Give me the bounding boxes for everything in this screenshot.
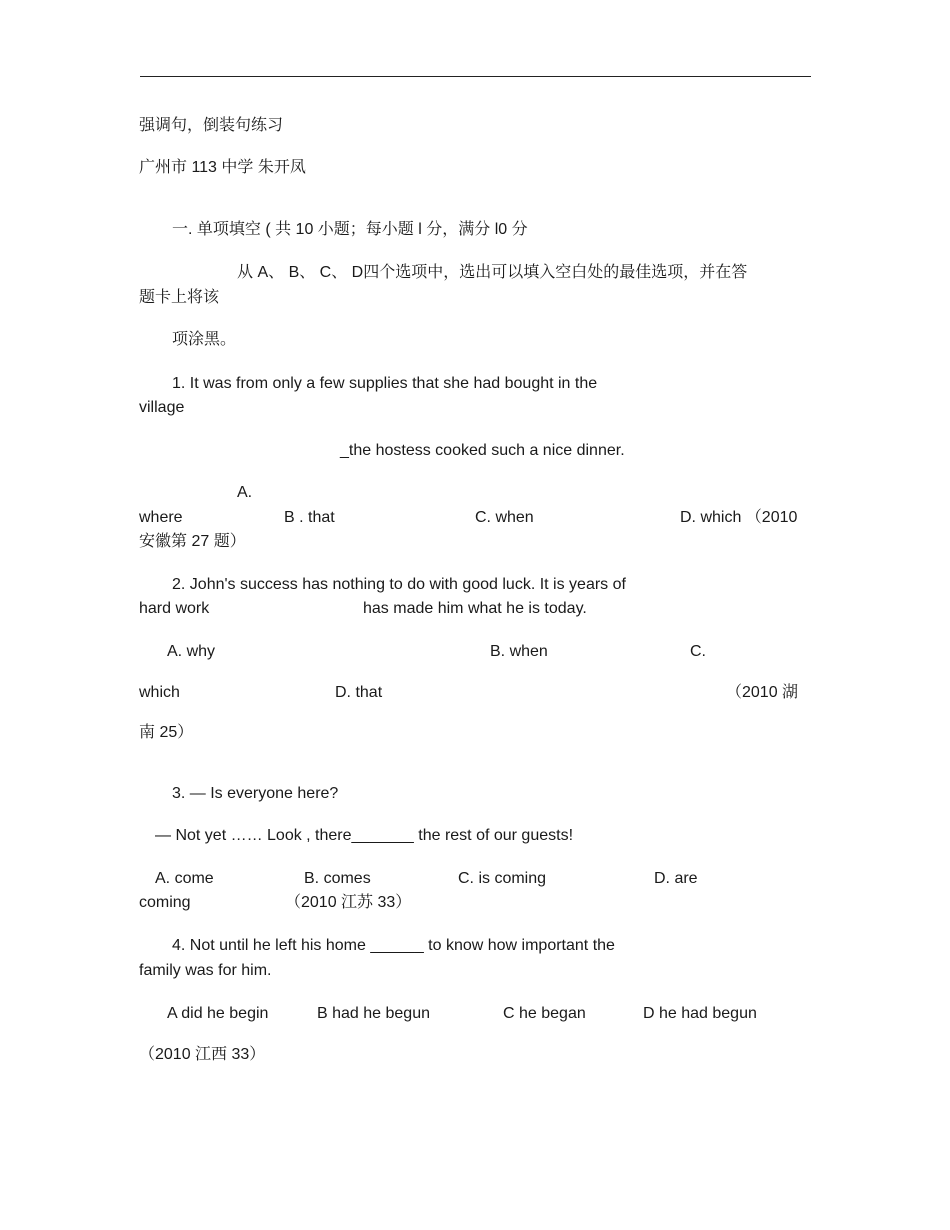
instruction-line-1: 从 A、 B、 C、 D四个选项中，选出可以填入空白处的最佳选项，并在答	[237, 264, 748, 281]
q2-stem-line2a: hard work	[139, 600, 210, 617]
q4-option-c: C he began	[503, 1005, 586, 1022]
q3-option-d-cont: coming	[139, 894, 191, 911]
q4-option-a: A did he begin	[167, 1005, 269, 1022]
q3-option-c: C. is coming	[458, 870, 547, 887]
q4-option-d: D he had begun	[643, 1005, 757, 1022]
q3-option-d: D. are	[654, 870, 698, 887]
q2-stem-line1: 2. John's success has nothing to do with good luck. It is years of	[172, 576, 626, 593]
q1-option-a-text: where	[139, 509, 183, 526]
document-title: 强调句，倒装句练习	[139, 117, 284, 134]
q4-source: （2010 江西 33）	[139, 1046, 266, 1063]
section-heading: 一. 单项填空 ( 共 10 小题；每小题 l 分，满分 l0 分	[172, 221, 528, 238]
q1-option-b: B . that	[284, 509, 335, 526]
q1-option-a-label: A.	[237, 484, 253, 501]
q2-option-c-label: C.	[690, 643, 706, 660]
q2-option-c-text: which	[139, 684, 180, 701]
q4-stem-line2: family was for him.	[139, 962, 272, 979]
q3-stem-line2: — Not yet …… Look , there_______ the rest of our guests!	[155, 827, 574, 844]
q1-stem-line3: _the hostess cooked such a nice dinner.	[340, 442, 625, 459]
instruction-line-3: 项涂黑。	[172, 331, 237, 348]
q1-source: 安徽第 27 题）	[139, 533, 246, 550]
q1-option-d: D. which （2010	[680, 509, 798, 526]
q2-option-b: B. when	[490, 643, 548, 660]
q3-option-a: A. come	[155, 870, 214, 887]
q3-source: （2010 江苏 33）	[285, 894, 412, 911]
q1-stem-line2: village	[139, 399, 185, 416]
q3-option-b: B. comes	[304, 870, 371, 887]
q4-stem-line1: 4. Not until he left his home ______ to know how important the	[172, 937, 615, 954]
header-rule	[140, 76, 811, 77]
q1-option-c: C. when	[475, 509, 534, 526]
q2-source-a: （2010 湖	[726, 684, 799, 701]
author-line: 广州市 113 中学 朱开凤	[139, 159, 306, 176]
instruction-line-2: 题卡上将该	[139, 289, 220, 306]
q4-option-b: B had he begun	[317, 1005, 430, 1022]
q2-stem-line2b: has made him what he is today.	[363, 600, 587, 617]
q3-stem-line1: 3. — Is everyone here?	[172, 785, 339, 802]
q2-source-b: 南 25）	[139, 724, 194, 741]
q2-option-a: A. why	[167, 643, 216, 660]
q2-option-d: D. that	[335, 684, 383, 701]
q1-stem-line1: 1. It was from only a few supplies that she had bought in the	[172, 375, 598, 392]
